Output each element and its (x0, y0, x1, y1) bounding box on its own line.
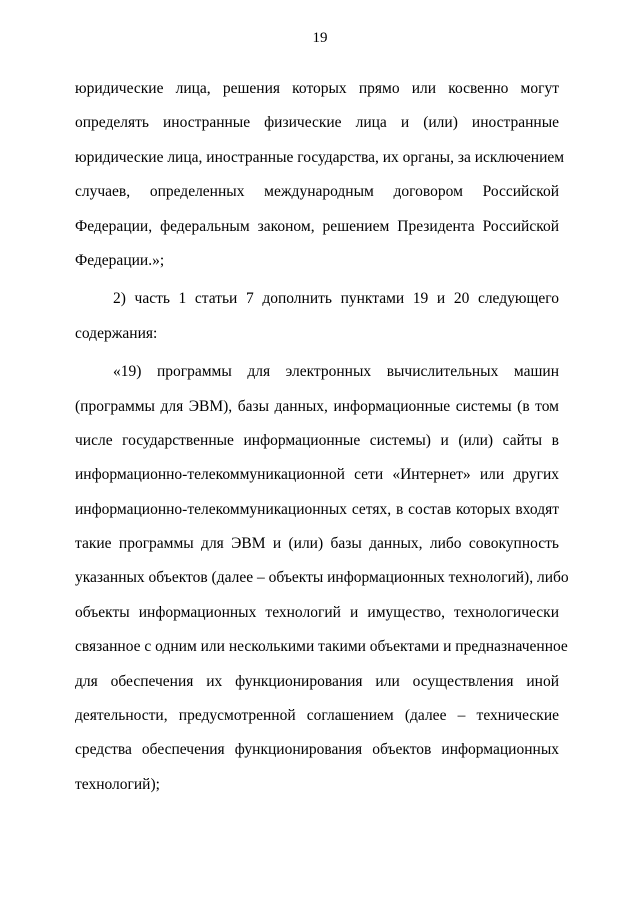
text-line: связанное с одним или несколькими такими объектами и предназначенное (75, 638, 568, 656)
text-line: Федерации, федеральным законом, решением Президента Российской (75, 217, 559, 235)
text-line: информационно-телекоммуникационных сетях, в состав которых входят (75, 500, 559, 518)
text-line: такие программы для ЭВМ и (или) базы данных, либо совокупность (75, 535, 559, 553)
text-line: технологий); (75, 775, 160, 793)
paragraph (75, 72, 565, 278)
text-line: числе государственные информационные системы) и (или) сайты в (75, 431, 559, 449)
document-body (75, 72, 569, 802)
text-line: содержания: (75, 324, 158, 342)
text-line: объекты информационных технологий и имущество, технологически (75, 603, 559, 621)
text-line: информационно-телекоммуникационной сети «Интернет» или других (75, 466, 559, 484)
text-line: «19) программы для электронных вычислительных машин (113, 363, 559, 381)
text-line: Федерации.»; (75, 251, 165, 269)
text-line: юридические лица, решения которых прямо или косвенно могут (75, 80, 559, 97)
text-line: случаев, определенных международным договором Российской (75, 183, 559, 201)
text-line: деятельности, предусмотренной соглашением (далее – технические (75, 707, 559, 725)
paragraph (75, 355, 569, 802)
paragraph (75, 282, 559, 351)
text-line: указанных объектов (далее – объекты информационных технологий), либо (75, 569, 569, 587)
text-line: юридические лица, иностранные государства, их органы, за исключением (75, 148, 565, 166)
text-line: определять иностранные физические лица и (или) иностранные (75, 114, 559, 132)
text-line: 2) часть 1 статьи 7 дополнить пунктами 19 и 20 следующего (113, 290, 559, 308)
text-line: средства обеспечения функционирования объектов информационных (75, 741, 559, 759)
text-line: для обеспечения их функционирования или осуществления иной (75, 672, 559, 690)
text-line: (программы для ЭВМ), базы данных, информационные системы (в том (75, 397, 559, 415)
page-number: 19 (312, 30, 328, 46)
